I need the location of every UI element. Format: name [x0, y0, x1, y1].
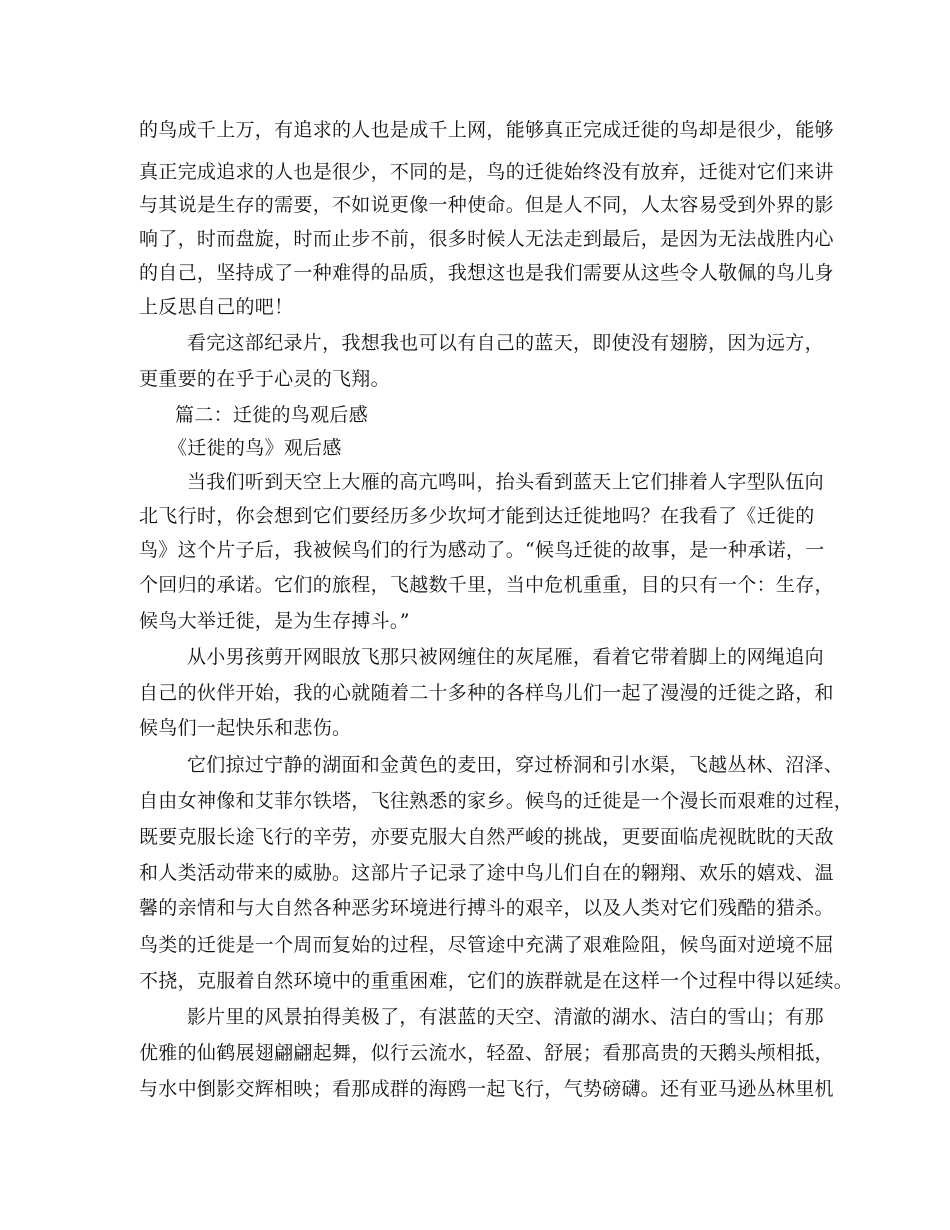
text-line: 自己的伙伴开始，我的心就随着二十多种的各样鸟儿们一起了漫漫的迁徙之路，和 [139, 682, 834, 704]
article-title: 《迁徙的鸟》观后感 [168, 437, 342, 459]
text-line: 鸟》这个片子后，我被候鸟们的行为感动了。“候鸟迁徙的故事，是一种承诺，一 [139, 539, 825, 561]
text-line: 从小男孩剪开网眼放飞那只被网缠住的灰尾雁，看着它带着脚上的网绳追向 [187, 646, 824, 668]
text-line: 与水中倒影交辉相映；看那成群的海鸥一起飞行，气势磅礴。还有亚马逊丛林里机 [139, 1078, 834, 1100]
text-line: 不挠，克服着自然环境中的重重困难，它们的族群就是在这样一个过程中得以延续。 [139, 970, 854, 992]
text-line: 真正完成追求的人也是很少，不同的是，鸟的迁徙始终没有放弃，迁徙对它们来讲 [139, 161, 834, 183]
text-line: 更重要的在乎于心灵的飞翔。 [139, 368, 390, 390]
text-line: 的自己，坚持成了一种难得的品质，我想这也是我们需要从这些令人敬佩的鸟儿身 [139, 262, 834, 284]
section-heading: 篇二：迁徙的鸟观后感 [175, 404, 369, 426]
text-line: 优雅的仙鹤展翅翩翩起舞，似行云流水，轻盈、舒展；看那高贵的天鹅头颅相抵， [139, 1042, 834, 1064]
text-line: 看完这部纪录片，我想我也可以有自己的蓝天，即使没有翅膀，因为远方， [187, 332, 824, 354]
text-line: 影片里的风景拍得美极了，有湛蓝的天空、清澈的湖水、洁白的雪山；有那 [187, 1006, 824, 1028]
text-line: 它们掠过宁静的湖面和金黄色的麦田，穿过桥洞和引水渠，飞越丛林、沼泽、 [187, 754, 844, 776]
text-line: 与其说是生存的需要，不如说更像一种使命。但是人不同，人太容易受到外界的影 [139, 194, 834, 216]
text-line: 北飞行时，你会想到它们要经历多少坎坷才能到达迁徙地吗？在我看了《迁徙的 [139, 505, 815, 527]
text-line: 个回归的承诺。它们的旅程，飞越数千里，当中危机重重，目的只有一个：生存， [139, 574, 834, 596]
text-line: 和人类活动带来的威胁。这部片子记录了途中鸟儿们自在的翱翔、欢乐的嬉戏、温 [139, 862, 834, 884]
text-line: 的鸟成千上万，有追求的人也是成千上网，能够真正完成迁徙的鸟却是很少，能够 [139, 119, 834, 141]
text-line: 候鸟大举迁徙，是为生存搏斗。” [139, 610, 410, 632]
text-line: 鸟类的迁徙是一个周而复始的过程，尽管途中充满了艰难险阻，候鸟面对逆境不屈 [139, 934, 834, 956]
text-line: 当我们听到天空上大雁的高亢鸣叫，抬头看到蓝天上它们排着人字型队伍向 [187, 471, 824, 493]
text-line: 候鸟们一起快乐和悲伤。 [139, 717, 352, 739]
text-line: 响了，时而盘旋，时而止步不前，很多时候人无法走到最后，是因为无法战胜内心 [139, 228, 834, 250]
text-line: 上反思自己的吧！ [139, 296, 294, 318]
text-line: 自由女神像和艾菲尔铁塔，飞往熟悉的家乡。候鸟的迁徙是一个漫长而艰难的过程， [139, 790, 854, 812]
text-line: 馨的亲情和与大自然各种恶劣环境进行搏斗的艰辛，以及人类对它们残酷的猎杀。 [139, 897, 834, 919]
text-line: 既要克服长途飞行的辛劳，亦要克服大自然严峻的挑战，更要面临虎视眈眈的天敌 [139, 826, 834, 848]
